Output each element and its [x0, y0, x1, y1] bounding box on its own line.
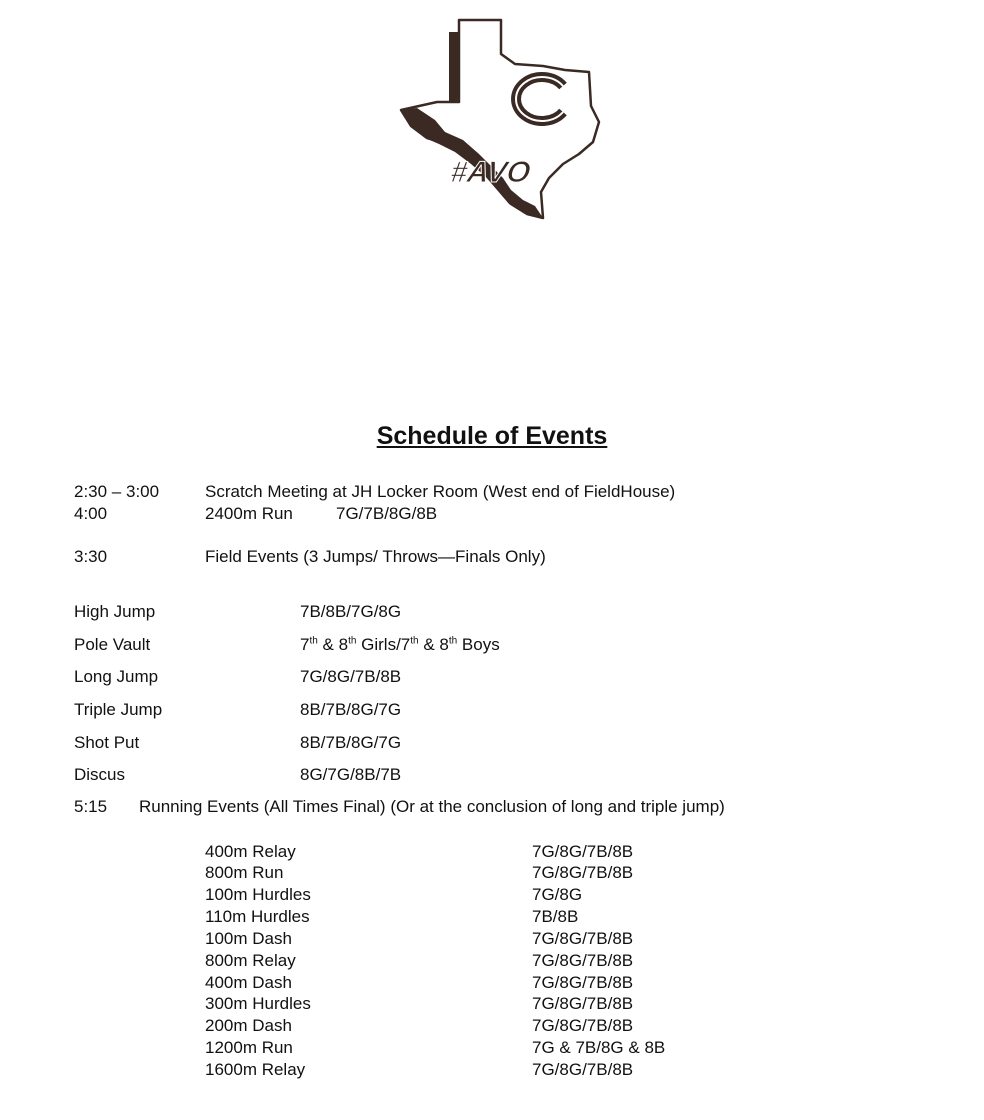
- running-event-name: 100m Hurdles: [205, 885, 311, 904]
- field-event-name: Long Jump: [74, 667, 159, 686]
- running-event-name: 110m Hurdles: [205, 907, 310, 926]
- running-event-name: 400m Dash: [205, 973, 292, 992]
- running-event-name: 300m Hurdles: [205, 994, 311, 1013]
- running-event-order: 7B/8B: [532, 907, 579, 926]
- schedule-time-1: 2:30 – 3:00: [74, 482, 160, 501]
- field-event-order: 7G/8G/7B/8B: [300, 667, 402, 686]
- running-time: 5:15: [74, 797, 108, 816]
- running-event-order: 7G/8G/7B/8B: [532, 973, 634, 992]
- field-event-name: Triple Jump: [74, 700, 163, 719]
- running-event-order: 7G/8G/7B/8B: [532, 929, 634, 948]
- running-event-name: 200m Dash: [205, 1016, 292, 1035]
- running-event-order: 7G/8G/7B/8B: [532, 863, 634, 882]
- panhandle-bar: [449, 32, 459, 102]
- running-event-order: 7G/8G/7B/8B: [532, 1016, 634, 1035]
- schedule-desc-1: Scratch Meeting at JH Locker Room (West end of FieldHouse): [205, 482, 676, 501]
- running-event-name: 800m Run: [205, 863, 284, 882]
- running-event-order: 7G/8G/7B/8B: [532, 1060, 634, 1079]
- schedule-desc-2: 2400m Run: [205, 504, 293, 523]
- schedule-desc-3: Field Events (3 Jumps/ Throws—Finals Only): [205, 547, 546, 566]
- running-event-name: 400m Relay: [205, 842, 296, 861]
- schedule-time-2: 4:00: [74, 504, 108, 523]
- running-event-name: 100m Dash: [205, 929, 292, 948]
- field-event-order: 7B/8B/7G/8G: [300, 602, 402, 621]
- running-event-order: 7G & 7B/8G & 8B: [532, 1038, 666, 1057]
- running-event-order: 7G/8G: [532, 885, 583, 904]
- field-event-name: Shot Put: [74, 733, 140, 752]
- running-event-name: 1200m Run: [205, 1038, 293, 1057]
- field-event-order: 8B/7B/8G/7G: [300, 733, 402, 752]
- schedule-time-3: 3:30: [74, 547, 108, 566]
- running-desc: Running Events (All Times Final) (Or at the conclusion of long and triple jump): [139, 797, 725, 816]
- school-logo: [393, 14, 605, 222]
- running-event-order: 7G/8G/7B/8B: [532, 994, 634, 1013]
- running-event-name: 1600m Relay: [205, 1060, 306, 1079]
- field-event-order: 7th & 8th Girls/7th & 8th Boys: [300, 635, 500, 654]
- schedule-divisions-2: 7G/7B/8G/8B: [336, 504, 438, 523]
- field-event-name: Discus: [74, 765, 126, 784]
- field-event-order: 8G/7G/8B/7B: [300, 765, 402, 784]
- field-event-name: Pole Vault: [74, 635, 151, 654]
- page-title: Schedule of Events: [376, 422, 608, 450]
- field-event-name: High Jump: [74, 602, 156, 621]
- running-event-name: 800m Relay: [205, 951, 296, 970]
- field-event-order: 8B/7B/8G/7G: [300, 700, 402, 719]
- running-event-order: 7G/8G/7B/8B: [532, 951, 634, 970]
- logo-tag: #AVO: [448, 156, 533, 189]
- running-event-order: 7G/8G/7B/8B: [532, 842, 634, 861]
